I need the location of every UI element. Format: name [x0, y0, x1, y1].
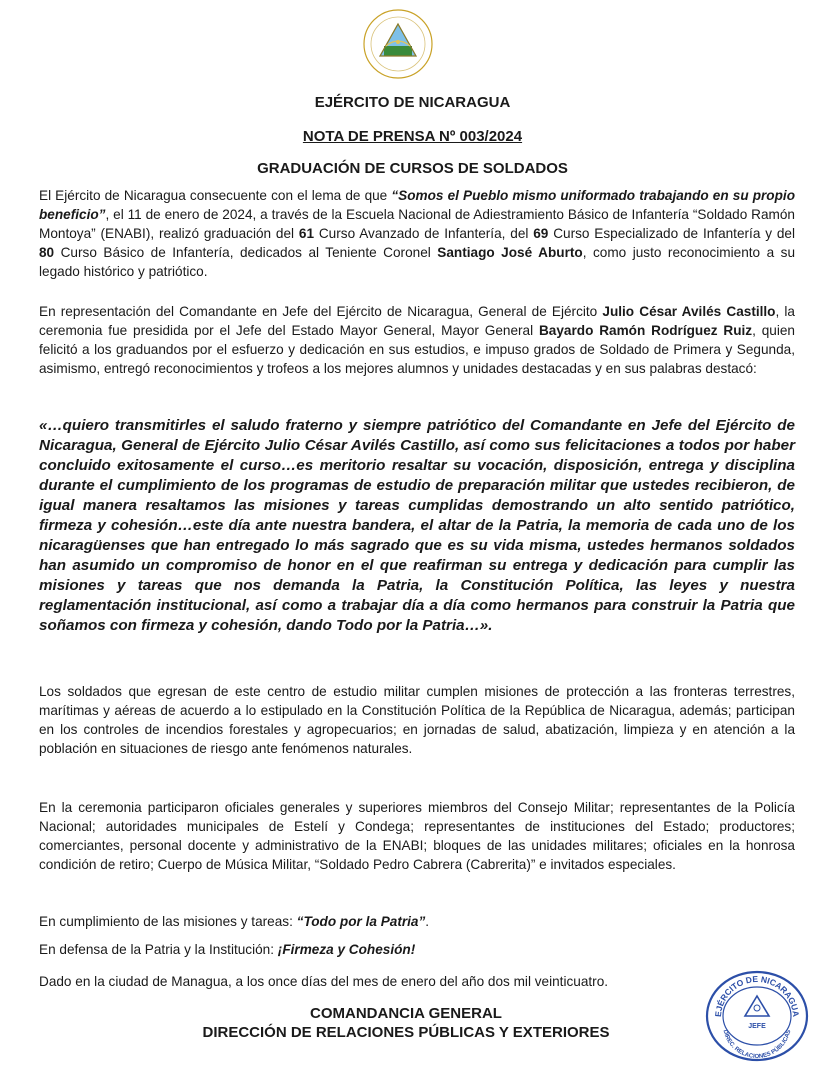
paragraph1-segment: , el 11 de enero de 2024, a través de la Escuela Nacional de Adiestramiento Básico de Infantería “Soldado Ramón Montoya” (ENABI), realizó graduación del [39, 207, 795, 241]
paragraph2-segment: Bayardo Ramón Rodríguez Ruiz [538, 323, 753, 338]
paragraph-attendees: En la ceremonia participaron oficiales generales y superiores miembros del Consejo Militar; representantes de la Policía Nacional; autoridades municipales de Estelí y Condega; representantes de instituciones del Estado; productores; comerciantes, personal docente y administrativo de la ENABI; bloques de las unidades militares; oficiales en la honrosa condición de retiro; Cuerpo de Música Militar, “Soldado Pedro Cabrera (Cabrerita)” e invitados especiales. [39, 800, 795, 872]
press-note-subject: GRADUACIÓN DE CURSOS DE SOLDADOS [257, 160, 568, 177]
motto-firmeza-cohesion: ¡Firmeza y Cohesión! [277, 942, 416, 957]
paragraph1-segment: El Ejército de Nicaragua consecuente con el lema de que [39, 188, 392, 203]
stamp-center-text: JEFE [748, 1023, 766, 1030]
paragraph1-segment: 69 [533, 226, 549, 241]
closing-motto-1: En cumplimiento de las misiones y tareas: “Todo por la Patria”. [39, 914, 430, 929]
closing-motto-2: En defensa de la Patria y la Institución: ¡Firmeza y Cohesión! [39, 942, 416, 957]
institution-title: EJÉRCITO DE NICARAGUA [314, 94, 511, 111]
press-note-title: NOTA DE PRENSA Nº 003/2024 [302, 128, 523, 145]
paragraph-intro [39, 186, 795, 281]
paragraph1-segment: Curso Especializado de Infantería y del [548, 226, 795, 241]
signature-line-2: DIRECCIÓN DE RELACIONES PÚBLICAS Y EXTERIORES [202, 1024, 610, 1041]
paragraph2-segment: , quien felicitó a los graduandos por el esfuerzo y dedicación en sus estudios, e impuso grados de Soldado de Primera y Segunda, asimismo, entregó reconocimientos y trofeos a los mejores alumnos y unidades destacadas y en sus palabras destacó: [39, 323, 795, 376]
paragraph2-segment: , la ceremonia fue presidida por el Jefe del Estado Mayor General, Mayor General [39, 304, 795, 338]
paragraph1-segment: Curso Avanzado de Infantería, del [314, 226, 534, 241]
motto-todo-por-la-patria: “Todo por la Patria” [296, 914, 426, 929]
paragraph1-segment: 61 [298, 226, 315, 241]
paragraph1-segment: “Somos el Pueblo mismo uniformado trabajando en su propio beneficio” [39, 188, 795, 222]
coat-of-arms-icon [360, 6, 436, 82]
stamp-top-text: EJÉRCITO DE NICARAGUA [712, 973, 802, 1018]
paragraph2-segment: Julio César Avilés Castillo [602, 304, 776, 319]
paragraph-ceremony [39, 302, 795, 378]
paragraph1-segment: 80 [39, 245, 55, 260]
stamp-bottom-text: DIREC. RELACIONES PÚBLICAS [721, 1029, 793, 1061]
paragraph1-segment: Curso Básico de Infantería, dedicados al Teniente Coronel [54, 245, 438, 260]
paragraph1-segment: , como justo reconocimiento a su legado histórico y patriótico. [39, 245, 796, 279]
commander-quote: «…quiero transmitirles el saludo fraterno y siempre patriótico del Comandante en Jefe del Ejército de Nicaragua, General de Ejército Julio César Avilés Castillo, así como sus felicitaciones a todos por haber concluido exitosamente el curso…es meritorio resaltar su vocación, disposición, entrega y disciplina durante el cumplimiento de los programas de estudio de preparación militar que ustedes recibieron, de igual manera resaltamos las misiones y tareas cumplidas demostrando un alto sentido patriótico, firmeza y cohesión…este día ante nuestra bandera, el altar de la Patria, la memoria de cada uno de los nicaragüenses que han entregado lo más sagrado que es su vida misma, ustedes hermanos soldados han asumido un compromiso de honor en el que reafirman su entrega y dedicación para cumplir las misiones y tareas que nos demanda la Patria, la Constitución Política, las leyes y nuestra reglamentación institucional, así como a trabajar día a día como hermanos para construir la Patria que soñamos con firmeza y cohesión, dando Todo por la Patria…». [39, 417, 795, 634]
dated-line: Dado en la ciudad de Managua, a los once días del mes de enero del año dos mil veinticuatro. [39, 974, 609, 989]
paragraph1-segment: Santiago José Aburto [437, 245, 583, 260]
signature-line-1: COMANDANCIA GENERAL [310, 1005, 502, 1022]
official-stamp-icon [703, 968, 811, 1064]
paragraph2-segment: En representación del Comandante en Jefe del Ejército de Nicaragua, General de Ejército [39, 304, 603, 319]
paragraph-missions: Los soldados que egresan de este centro de estudio militar cumplen misiones de protección a las fronteras terrestres, marítimas y aéreas de acuerdo a lo estipulado en la Constitución Política de la República de Nicaragua, además; participan en los controles de incendios forestales y agropecuarios; en jornadas de salud, abatización, limpieza y en atención a la población en situaciones de riesgo ante fenómenos naturales. [39, 684, 795, 756]
